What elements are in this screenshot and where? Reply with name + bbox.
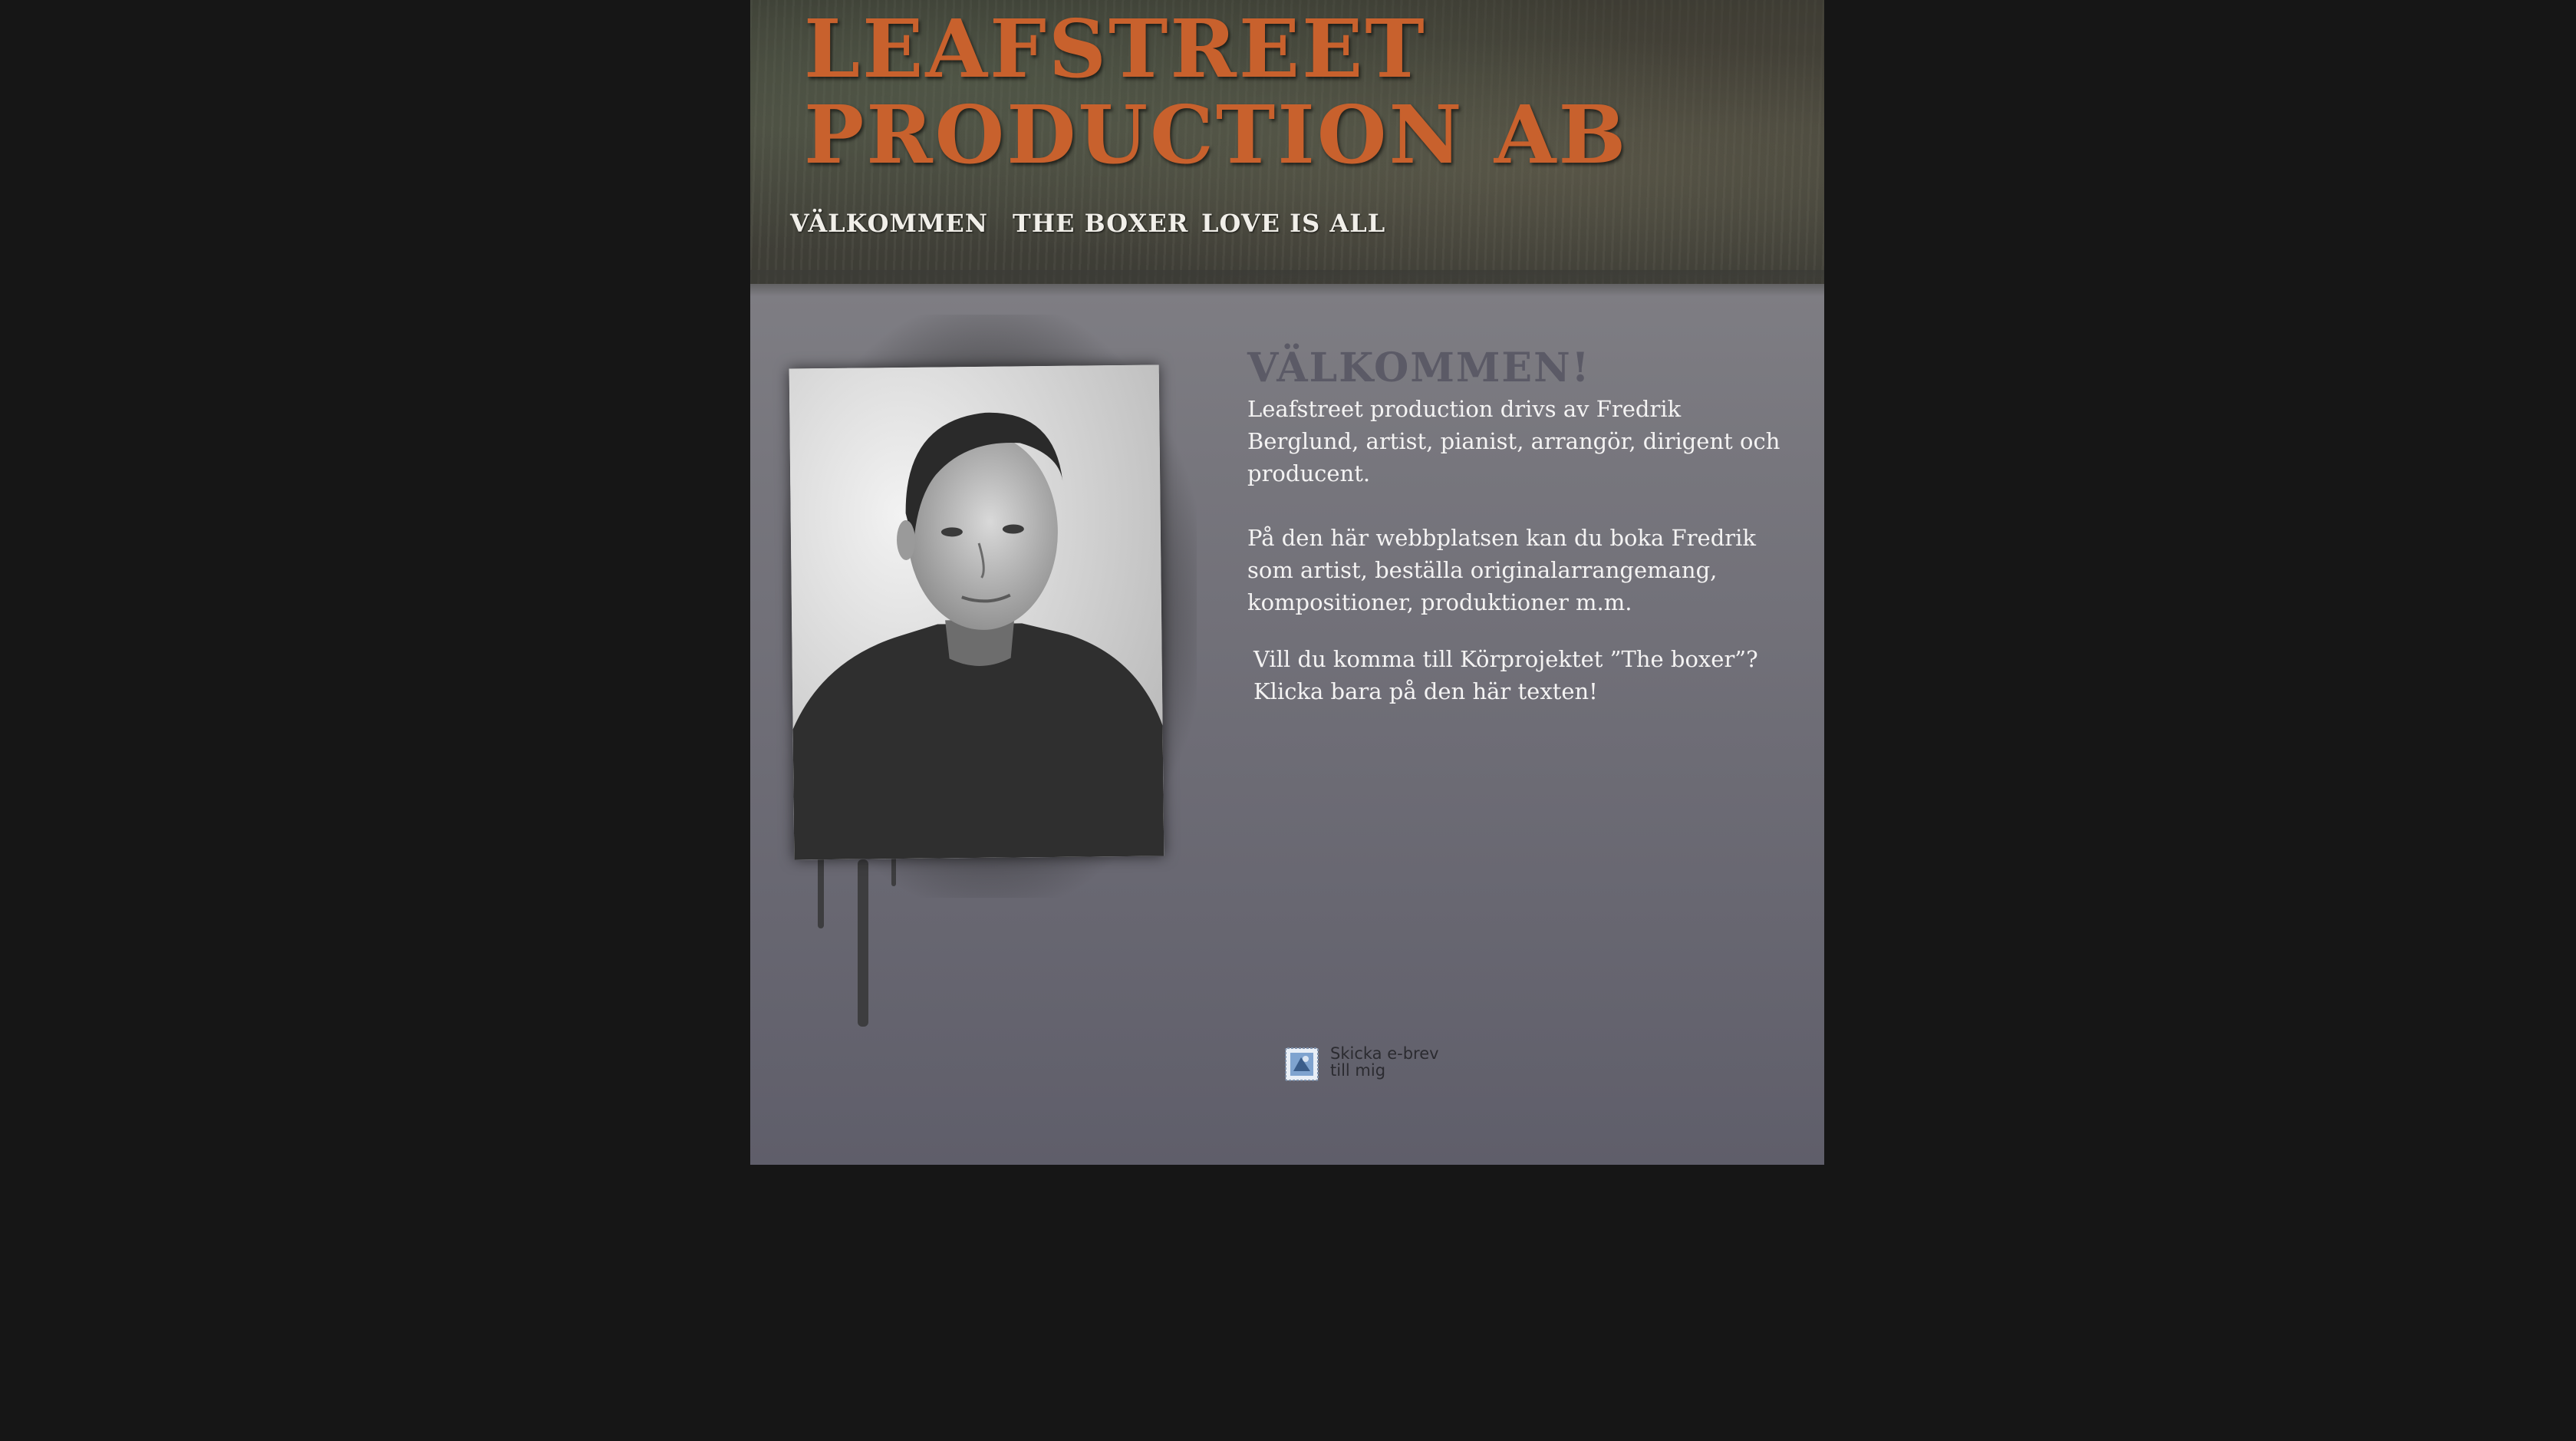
the-boxer-link-line-2[interactable]: Klicka bara på den här texten! xyxy=(1253,678,1598,704)
stamp-mail-icon xyxy=(1283,1045,1321,1083)
send-email-label xyxy=(1330,1045,1439,1079)
booking-paragraph: På den här webbplatsen kan du boka Fredrik som artist, beställa originalarrangemang, kompositioner, produktioner m.m. xyxy=(1247,525,1756,615)
page-container xyxy=(750,0,1824,1165)
portrait-illustration xyxy=(789,364,1164,859)
welcome-content xyxy=(1247,344,1784,707)
paint-drip xyxy=(891,856,896,886)
page-title: VÄLKOMMEN! xyxy=(1247,345,1591,391)
logo-line-2: PRODUCTION AB xyxy=(804,87,1629,182)
nav-item-love-is-all[interactable]: LOVE IS ALL xyxy=(1201,209,1386,238)
intro-paragraph: Leafstreet production drivs av Fredrik Berglund, artist, pianist, arrangör, dirigent och producent. xyxy=(1247,396,1780,486)
send-email-button[interactable] xyxy=(1283,1044,1451,1087)
the-boxer-link-line-1[interactable]: Vill du komma till Körprojektet ”The boxer”? xyxy=(1253,646,1758,672)
site-logo[interactable] xyxy=(804,2,1629,182)
portrait-photo xyxy=(789,364,1164,859)
send-email-line-1: Skicka e-brev xyxy=(1330,1044,1439,1063)
header-banner xyxy=(750,0,1824,284)
paint-drip xyxy=(858,859,868,1027)
logo-line-1: LEAFSTREET xyxy=(804,2,1427,96)
send-email-line-2: till mig xyxy=(1330,1061,1386,1080)
nav-item-valkommen[interactable]: VÄLKOMMEN xyxy=(790,209,988,238)
header-torn-edge xyxy=(750,270,1824,296)
paint-drip xyxy=(818,852,824,928)
nav-item-the-boxer[interactable]: THE BOXER xyxy=(1013,209,1189,238)
